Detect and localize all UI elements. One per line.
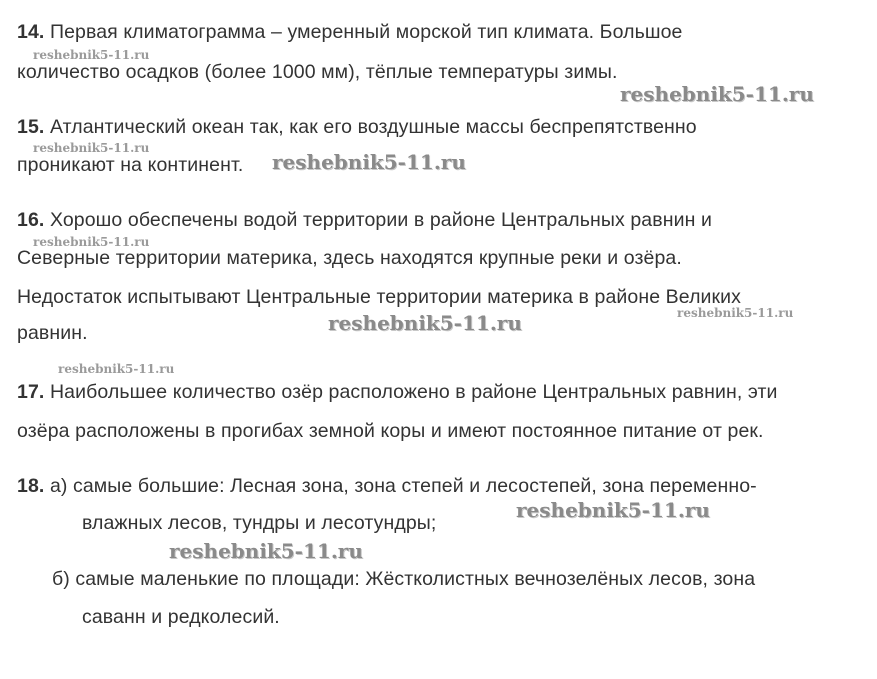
answer-17-text-1: Наибольшее количество озёр расположено в районе Центральных равнин, эти bbox=[49, 381, 778, 403]
watermark: reshebnik5-11.ru bbox=[33, 48, 150, 62]
answer-18-text-4: саванн и редколесий. bbox=[82, 606, 280, 628]
answer-17-line-2 bbox=[17, 419, 764, 443]
watermark: reshebnik5-11.ru bbox=[58, 362, 175, 376]
answer-16-line-1 bbox=[17, 208, 712, 232]
watermark: reshebnik5-11.ru bbox=[169, 539, 363, 563]
answer-14-number: 14. bbox=[17, 21, 45, 43]
answer-17-number: 17. bbox=[17, 381, 45, 403]
answer-18-line-2 bbox=[82, 511, 436, 535]
answer-16-text-1: Хорошо обеспечены водой территории в районе Центральных равнин и bbox=[49, 209, 712, 231]
answer-18-text-3: б) самые маленькие по площади: Жёстколистных вечнозелёных лесов, зона bbox=[52, 568, 756, 590]
watermark: reshebnik5-11.ru bbox=[272, 150, 466, 174]
answer-16-number: 16. bbox=[17, 209, 45, 231]
watermark: reshebnik5-11.ru bbox=[328, 311, 522, 335]
answer-15-text-2: проникают на континент. bbox=[17, 154, 244, 176]
answer-18-text-2: влажных лесов, тундры и лесотундры; bbox=[82, 512, 437, 534]
answer-15-line-1 bbox=[17, 115, 697, 139]
answer-18-text-1: а) самые большие: Лесная зона, зона степей и лесостепей, зона переменно- bbox=[49, 475, 757, 497]
answer-16-text-2: Северные территории материка, здесь находятся крупные реки и озёра. bbox=[17, 247, 682, 269]
answer-16-line-4 bbox=[17, 321, 88, 345]
answer-15-line-2 bbox=[17, 153, 243, 177]
watermark: reshebnik5-11.ru bbox=[620, 82, 814, 106]
watermark: reshebnik5-11.ru bbox=[677, 306, 794, 320]
answer-15-number: 15. bbox=[17, 116, 45, 138]
answer-14-line-2 bbox=[17, 60, 617, 84]
answer-16-line-2 bbox=[17, 246, 682, 270]
answer-18-line-4 bbox=[82, 605, 280, 629]
answer-14-text-2: количество осадков (более 1000 мм), тёплые температуры зимы. bbox=[17, 61, 618, 83]
answer-16-text-4: равнин. bbox=[17, 322, 88, 344]
answer-17-text-2: озёра расположены в прогибах земной коры и имеют постоянное питание от рек. bbox=[17, 420, 764, 442]
answer-18-line-1 bbox=[17, 474, 757, 498]
answer-18-line-3 bbox=[52, 567, 755, 591]
watermark: reshebnik5-11.ru bbox=[33, 235, 150, 249]
answer-18-number: 18. bbox=[17, 475, 45, 497]
watermark: reshebnik5-11.ru bbox=[516, 498, 710, 522]
answer-16-text-3: Недостаток испытывают Центральные территории материка в районе Великих bbox=[17, 286, 742, 308]
answer-14-line-1 bbox=[17, 20, 682, 44]
answer-14-text-1: Первая климатограмма – умеренный морской тип климата. Большое bbox=[49, 21, 683, 43]
answer-15-text-1: Атлантический океан так, как его воздушные массы беспрепятственно bbox=[49, 116, 697, 138]
watermark: reshebnik5-11.ru bbox=[33, 141, 150, 155]
answer-16-line-3 bbox=[17, 285, 741, 309]
answer-17-line-1 bbox=[17, 380, 778, 404]
